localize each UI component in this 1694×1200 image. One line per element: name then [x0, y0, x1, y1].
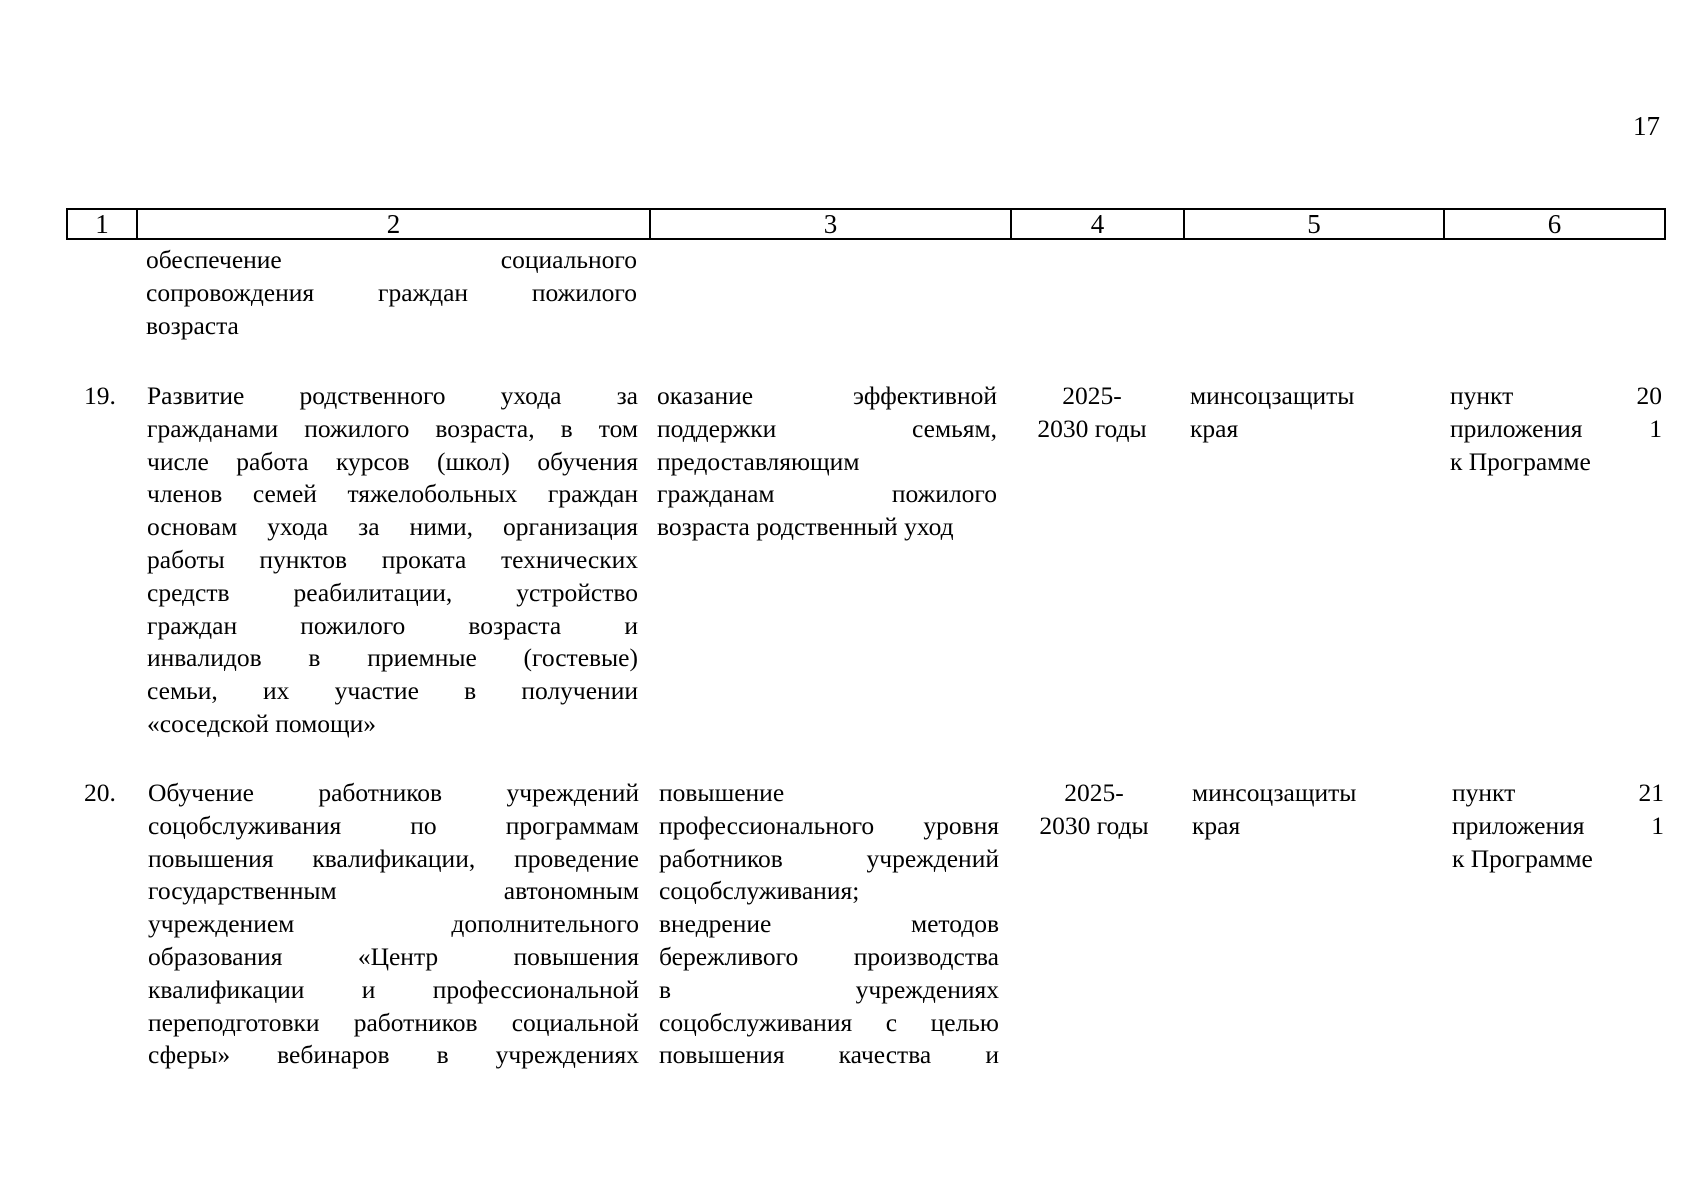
page-number: 17 — [1633, 111, 1660, 141]
text-line: бережливого производства — [659, 941, 999, 971]
text-line: в учреждениях — [659, 974, 999, 1004]
text-line: профессионального уровня — [659, 810, 999, 840]
text-line: государственным автономным — [148, 876, 639, 906]
row-19-ref-numbers — [1610, 380, 1662, 446]
text-line: Развитие родственного ухода за — [147, 381, 638, 410]
row-20-col6 — [1452, 777, 1622, 875]
text-line: работы пунктов проката технических — [147, 544, 638, 574]
text-line: пункт — [1452, 778, 1516, 807]
row-20-ref-numbers — [1610, 777, 1664, 843]
text-line: минсоцзащиты — [1192, 778, 1357, 807]
text-line: минсоцзащиты — [1190, 381, 1355, 410]
text-line: 20 — [1636, 381, 1662, 410]
text-line: 2030 годы — [1037, 413, 1147, 443]
text-line: края — [1190, 413, 1239, 443]
row-20-col4 — [1019, 777, 1169, 843]
continuation-col2 — [146, 244, 637, 342]
text-line: инвалидов в приемные (гостевые) — [147, 643, 638, 673]
text-line: основам ухода за ними, организация — [147, 512, 638, 542]
table-header-row — [66, 208, 1666, 240]
row-number: 19. — [84, 381, 116, 410]
text-line: 1 — [1651, 810, 1664, 840]
text-line: внедрение методов — [659, 909, 999, 939]
text-line: возраста родственный уход — [657, 512, 954, 542]
text-line: поддержки семьям, — [657, 413, 997, 443]
header-col-3: 3 — [649, 210, 1010, 238]
text-line: соцобслуживания; — [659, 876, 860, 906]
text-line: соцобслуживания с целью — [659, 1007, 999, 1037]
row-19-col2 — [147, 380, 638, 741]
text-line: 2030 годы — [1039, 810, 1149, 840]
text-line: сопровождения граждан пожилого — [146, 277, 637, 307]
row-20-col3 — [659, 777, 999, 1072]
text-line: обеспечение социального — [146, 245, 637, 274]
row-number: 20. — [84, 778, 116, 807]
text-line: членов семей тяжелобольных граждан — [147, 479, 638, 509]
header-col-1: 1 — [95, 209, 109, 239]
text-line: приложения — [1452, 810, 1585, 840]
text-line: края — [1192, 810, 1241, 840]
header-col-6: 6 — [1443, 210, 1664, 238]
row-20-col5 — [1192, 777, 1412, 843]
text-line: квалификации и профессиональной — [148, 974, 639, 1004]
text-line: 1 — [1649, 413, 1662, 443]
text-line: учреждением дополнительного — [148, 909, 639, 939]
header-col-5: 5 — [1183, 210, 1443, 238]
header-col-2: 2 — [136, 210, 649, 238]
text-line: 21 — [1638, 778, 1664, 807]
text-line: соцобслуживания по программам — [148, 810, 639, 840]
text-line: оказание эффективной — [657, 381, 997, 410]
text-line: образования «Центр повышения — [148, 941, 639, 971]
row-19-col5 — [1190, 380, 1410, 446]
text-line: средств реабилитации, устройство — [147, 577, 638, 607]
text-line: переподготовки работников социальной — [148, 1007, 639, 1037]
row-20-col2 — [148, 777, 639, 1072]
text-line: 2025- — [1062, 381, 1122, 410]
text-line: пункт — [1450, 381, 1514, 410]
text-line: к Программе — [1450, 446, 1591, 476]
text-line: предоставляющим — [657, 446, 860, 476]
text-line: сферы» вебинаров в учреждениях — [148, 1040, 639, 1070]
header-col-4: 4 — [1010, 210, 1183, 238]
text-line: возраста — [146, 310, 239, 340]
text-line: повышения качества и — [659, 1040, 999, 1070]
text-line: повышение — [659, 778, 785, 807]
text-line: «соседской помощи» — [147, 708, 377, 738]
text-line: Обучение работников учреждений — [148, 778, 639, 807]
text-line: числе работа курсов (школ) обучения — [147, 446, 638, 476]
text-line: гражданам пожилого — [657, 479, 997, 509]
text-line: семьи, их участие в получении — [147, 676, 638, 706]
text-line: 2025- — [1064, 778, 1124, 807]
text-line: граждан пожилого возраста и — [147, 610, 638, 640]
row-19-col6 — [1450, 380, 1620, 478]
text-line: приложения — [1450, 413, 1583, 443]
text-line: повышения квалификации, проведение — [148, 843, 639, 873]
row-19-col4 — [1017, 380, 1167, 446]
text-line: работников учреждений — [659, 843, 999, 873]
text-line: гражданами пожилого возраста, в том — [147, 413, 638, 443]
text-line: к Программе — [1452, 843, 1593, 873]
row-19-col3 — [657, 380, 997, 544]
